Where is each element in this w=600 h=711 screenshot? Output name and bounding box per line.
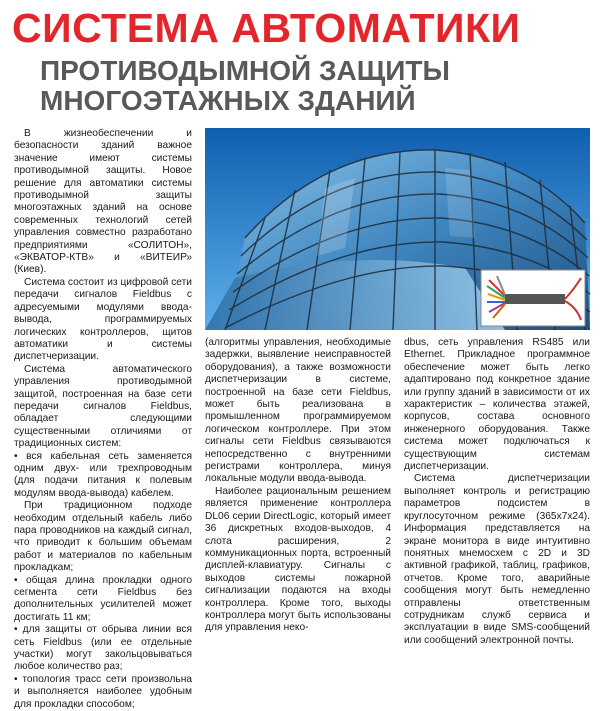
article-title: СИСТЕМА АВТОМАТИКИ [12, 5, 521, 51]
fieldbus-cable-photo [481, 270, 585, 326]
glass-building-photo [205, 128, 590, 330]
bullet-item: • вся кабельная сеть заменяется одним двух- или трехпроводным (для подачи питания к полевым модулям ввода-вывода) кабелем. [14, 450, 192, 499]
paragraph: (алгоритмы управления, необходимые задержки, выявление неисправностей оборудования), а также возможности диспетчеризации в системе, построенной на базе сети Fieldbus, может быть реализована в промышленном программируемом логическом контроллере. При этом сигналы сети Fieldbus связываются непосредственно с внутренними регистрами контроллера, минуя локальные модули ввода-вывода. [205, 337, 391, 485]
paragraph: В жизнеобеспечении и безопасности зданий важное значение имеют системы противодымной защиты. Новое решение для автоматики системы противодымной защиты многоэтажных зданий на основе современных технологий сетей управления совместно разработано предприятиями «СОЛИТОН», «ЭКВАТОР-КТВ» и «ВИТЕИР» (Киев). [14, 128, 192, 276]
building-photo [205, 128, 590, 330]
subtitle-line-1: ПРОТИВОДЫМНОЙ ЗАЩИТЫ [40, 55, 450, 86]
bullet-item: • топология трасс сети произвольна и выполняется наиболее удобным для прокладки способом; [14, 673, 192, 710]
bullet-text: топология трасс сети произвольна и выполняется наиболее удобным для прокладки способом; [14, 673, 192, 710]
bullet-text: общая длина прокладки одного сегмента сети Fieldbus без дополнительных усилителей может достигать 11 км; [14, 574, 192, 623]
paragraph: Система диспетчеризации выполняет контроль и регистрацию параметров подсистем в круглосуточном режиме (365х7х24). Информация представляется на экране монитора в виде интуитивно понятных мнемосхем с 2D и 3D активной графикой, таблиц, графиков, отчетов. Кроме того, аварийные сообщения могут быть немедленно отправлены ответственным сотрудникам служб сервиса и эксплуатации в виде SMS-сообщений или сообщений электронной почты. [404, 473, 590, 646]
article-subtitle [40, 56, 590, 116]
paragraph: Наиболее рациональным решением является применение контроллера DL06 серии DirectLogic, который имеет 36 дискретных входов-выходов, 4 слота расширения, 2 коммуникационных порта, встроенный дисплей-клавиатуру. Сигналы с выходов системы пожарной сигнализации подаются на входы контроллера. Кроме того, выходы контроллера могут быть использованы для управления неко- [205, 485, 391, 634]
paragraph: dbus, сеть управления RS485 или Ethernet. Прикладное программное обеспечение может быть легко адаптировано под конкретное здание или группу зданий в зависимости от их характеристик – количества этажей, корпусов, состава основного инженерного оборудования. Также система может подключаться к существующим системам диспетчеризации. [404, 337, 590, 473]
bullet-item: • для защиты от обрыва линии вся сеть Fieldbus (или ее отдельные участки) могут закольцовываться любое количество раз; [14, 624, 192, 673]
paragraph: При традиционном подходе необходим отдельный кабель либо пара проводников на каждый сигнал, что приводит к большим объемам работ и материалов по кабельным прокладкам; [14, 500, 192, 574]
paragraph: Система состоит из цифровой сети передачи сигналов Fieldbus с адресуемыми модулями ввода-вывода, программируемых логических контроллеров, щитов автоматики и системы диспетчеризации. [14, 276, 192, 363]
bullet-item: • общая длина прокладки одного сегмента сети Fieldbus без дополнительных усилителей может достигать 11 км; [14, 574, 192, 623]
bullet-text: вся кабельная сеть заменяется одним двух- или трехпроводным (для подачи питания к полевым модулям ввода-вывода) кабелем. [14, 450, 192, 499]
bullet-text: для защиты от обрыва линии вся сеть Fieldbus (или ее отдельные участки) могут закольцовываться любое количество раз; [14, 624, 192, 673]
paragraph: Система автоматического управления противодымной защитой, построенная на базе сети передачи сигналов Fieldbus, обладает следующими существенными отличиями от традиционных систем: [14, 363, 192, 450]
text-column-2 [205, 337, 391, 634]
text-column-1 [14, 128, 192, 710]
text-column-3 [404, 337, 590, 646]
subtitle-line-2: МНОГОЭТАЖНЫХ ЗДАНИЙ [40, 85, 416, 116]
